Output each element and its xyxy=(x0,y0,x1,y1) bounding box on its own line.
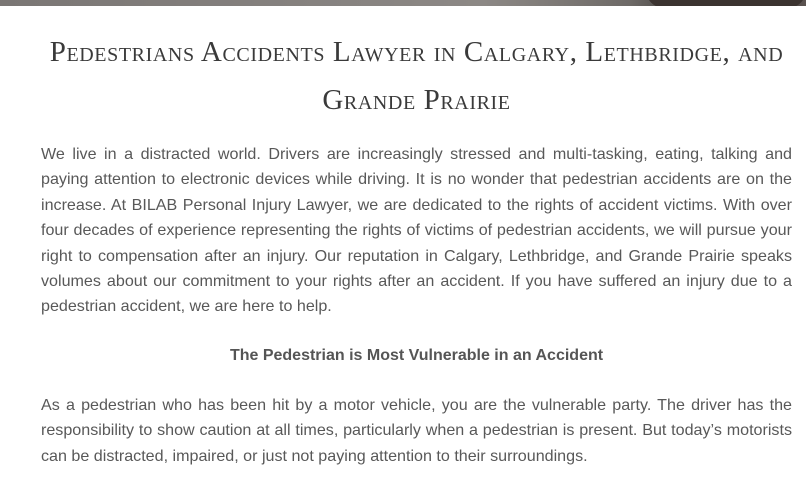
section-paragraph: As a pedestrian who has been hit by a motor vehicle, you are the vulnerable party. The driver has the responsibility to show caution at all times, particularly when a pedestrian is present. But today’s motorists can be distracted, impaired, or just not paying attention to their surroundings. xyxy=(41,395,792,465)
header-image-strip xyxy=(0,0,806,6)
header-photo-edge xyxy=(646,0,806,6)
intro-paragraph: We live in a distracted world. Drivers are increasingly stressed and multi-tasking, eating, talking and paying attention to electronic devices while driving. It is no wonder that pedestrian accidents are on the increase. At BILAB Personal Injury Lawyer, we are dedicated to the rights of accident victims. With over four decades of experience representing the rights of victims of pedestrian accidents, we will pursue your right to compensation after an injury. Our reputation in Calgary, Lethbridge, and Grande Prairie speaks volumes about our commitment to your rights after an accident. If you have suffered an injury due to a pedestrian accident, we are here to help. xyxy=(41,145,792,316)
article-content xyxy=(41,28,792,469)
section-heading: The Pedestrian is Most Vulnerable in an Accident xyxy=(229,346,604,364)
page-title: Pedestrians Accidents Lawyer in Calgary, Lethbridge, and Grande Prairie xyxy=(49,36,784,116)
